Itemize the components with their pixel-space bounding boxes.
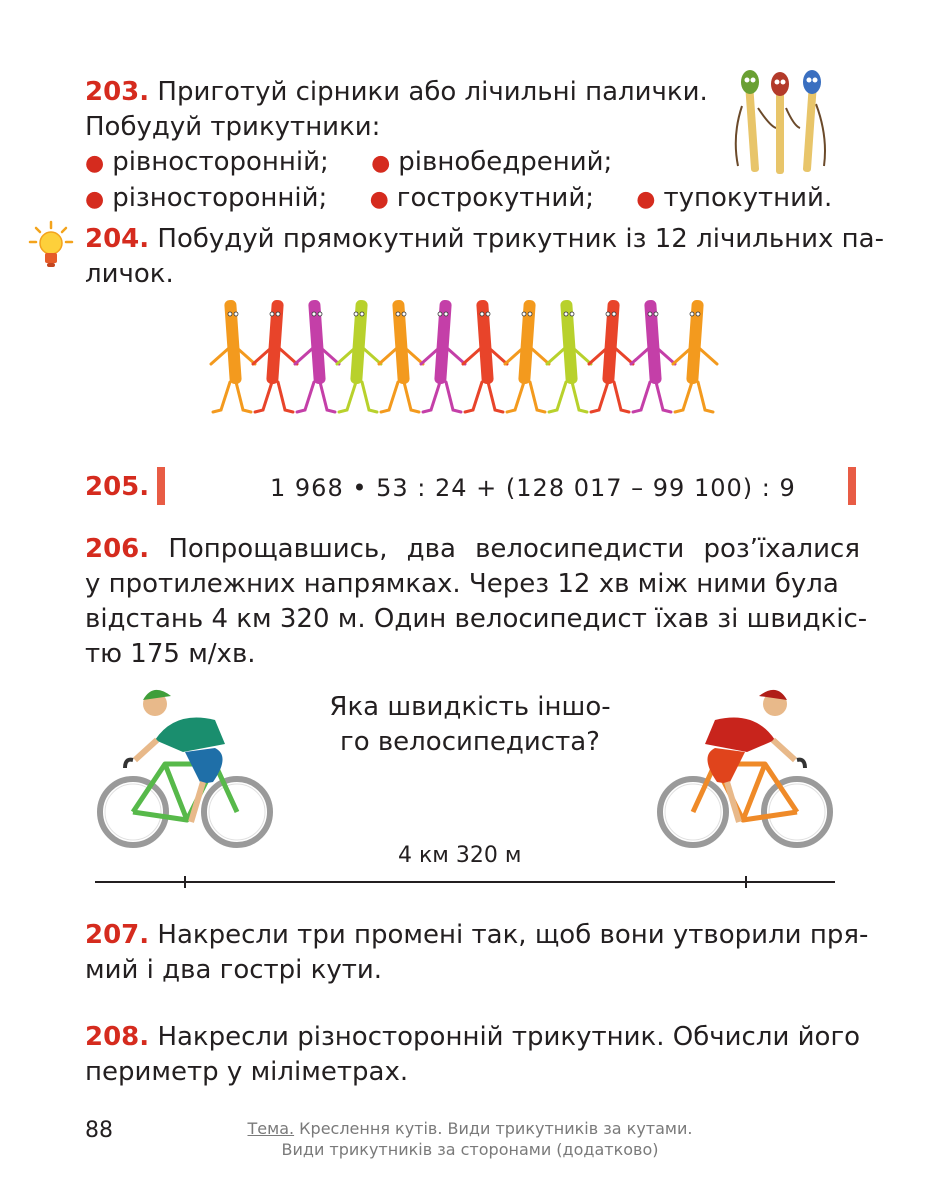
task-207-line-2: мий і два гострі кути. — [85, 955, 383, 985]
task-206-line-2: у протилежних напрямках. Через 12 хв між ними була — [85, 569, 839, 599]
list-item: ● різносторонній; — [85, 183, 328, 213]
task-208-line-2: периметр у міліметрах. — [85, 1057, 409, 1087]
distance-line — [95, 881, 835, 883]
counting-sticks-illustration — [205, 292, 730, 420]
task-text: Накресли різносторонній трикутник. Обчисли його — [157, 1022, 861, 1052]
task-204 — [85, 222, 884, 292]
counting-stick — [673, 300, 717, 412]
counting-stick — [463, 300, 507, 412]
footer-line-2: Види трикутників за сторонами (додатково) — [281, 1140, 659, 1159]
task-text: Приготуй сірники або лічильні палички. — [157, 77, 708, 107]
task-number: 207. — [85, 920, 150, 950]
task-text: Накресли три промені так, щоб вони утворили пря- — [157, 920, 869, 950]
question-text — [320, 690, 620, 760]
counting-stick — [589, 300, 633, 412]
distance-tick-right — [745, 876, 747, 888]
bullet-icon: ● — [85, 151, 105, 176]
list-item: ● рівнобедрений; — [371, 147, 613, 177]
task-208-line-1 — [85, 1020, 860, 1055]
counting-stick — [547, 300, 591, 412]
cyclist-red-illustration — [655, 682, 835, 852]
task-206-line-4: тю 175 м/хв. — [85, 639, 256, 669]
bullet-row-2 — [85, 181, 860, 217]
question-line-2: го велосипедиста? — [340, 727, 600, 757]
cyclist-green-illustration — [95, 682, 275, 852]
counting-stick — [295, 300, 339, 412]
task-number: 205. — [85, 472, 150, 502]
task-207 — [85, 918, 869, 988]
page-number: 88 — [85, 1118, 113, 1143]
task-207-line-1 — [85, 918, 869, 953]
counting-stick — [211, 300, 255, 412]
list-item: ● тупокутний. — [636, 183, 833, 213]
task-number: 204. — [85, 224, 150, 254]
task-208 — [85, 1020, 860, 1090]
question-line-1: Яка швидкість іншо- — [329, 692, 611, 722]
bullet-icon: ● — [85, 187, 105, 212]
footer-topic — [230, 1118, 710, 1160]
math-expression: 1 968 • 53 : 24 + (128 017 – 99 100) : 9 — [270, 474, 796, 502]
list-item: ● гострокутний; — [369, 183, 594, 213]
task-206-line-1 — [85, 532, 860, 567]
bullet-icon: ● — [636, 187, 656, 212]
counting-stick — [421, 300, 465, 412]
task-206-line-3: відстань 4 км 320 м. Один велосипедист їхав зі швидкіс- — [85, 604, 868, 634]
task-204-line-2: личок. — [85, 259, 174, 289]
counting-stick — [631, 300, 675, 412]
counting-stick — [379, 300, 423, 412]
topic-label: Тема. — [247, 1119, 295, 1138]
list-item: ● рівносторонній; — [85, 147, 329, 177]
lightbulb-icon — [28, 220, 74, 270]
task-text: Попрощавшись, два велосипедисти роз’їхалися — [168, 534, 860, 564]
match-figures-illustration — [728, 66, 838, 176]
left-bracket-bar — [157, 467, 165, 505]
task-number: 208. — [85, 1022, 150, 1052]
task-206 — [85, 532, 868, 672]
counting-stick — [337, 300, 381, 412]
task-204-line-1 — [85, 222, 884, 257]
footer-line-1: Тема. Креслення кутів. Види трикутників за кутами. — [247, 1119, 693, 1138]
counting-stick — [505, 300, 549, 412]
distance-tick-left — [184, 876, 186, 888]
task-number: 203. — [85, 77, 150, 107]
task-text: Побудуй прямокутний трикутник із 12 лічильних па- — [157, 224, 884, 254]
bullet-icon: ● — [371, 151, 391, 176]
bullet-icon: ● — [369, 187, 389, 212]
distance-label: 4 км 320 м — [398, 843, 522, 868]
right-bracket-bar — [848, 467, 856, 505]
task-203-line-2: Побудуй трикутники: — [85, 112, 381, 142]
counting-stick — [253, 300, 297, 412]
task-number: 206. — [85, 534, 150, 564]
